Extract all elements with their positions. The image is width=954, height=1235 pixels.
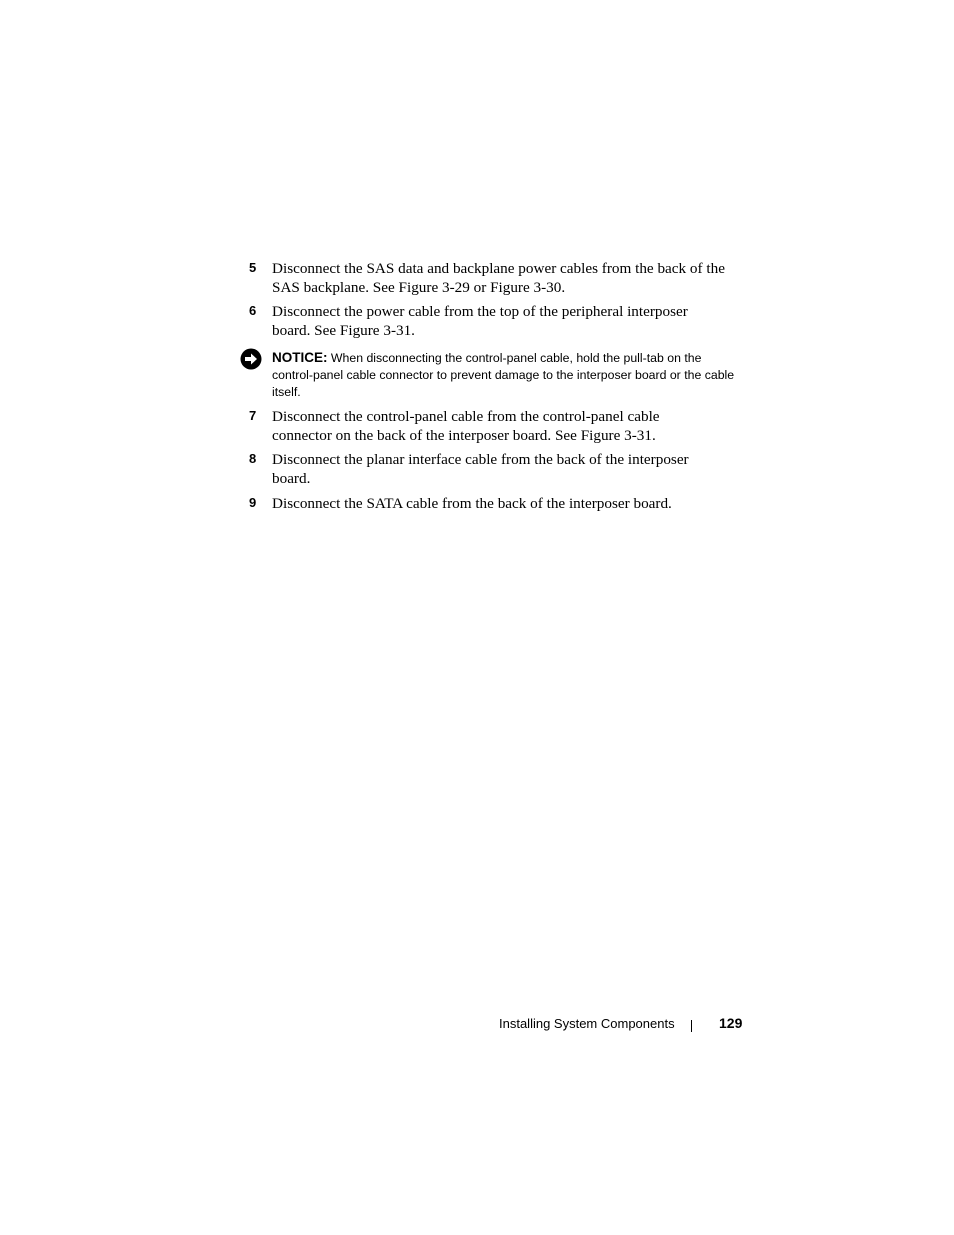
step-text: Disconnect the control-panel cable from the control-panel cable connector on the back of the interposer board. See Figure 3-31. [272, 408, 660, 444]
page-number: 129 [719, 1015, 743, 1031]
step-text: Disconnect the planar interface cable from the back of the interposer board. [272, 451, 689, 487]
step-number: 9 [249, 495, 257, 510]
step-number: 6 [249, 303, 257, 318]
notice-callout [240, 348, 740, 404]
step-text: Disconnect the SAS data and backplane power cables from the back of the SAS backplane. See Figure 3-29 or Figure 3-30. [272, 260, 725, 296]
notice-arrow-icon [240, 348, 262, 370]
notice-label: NOTICE: [272, 350, 328, 365]
step-text: Disconnect the power cable from the top of the peripheral interposer board. See Figure 3-31. [272, 303, 688, 339]
step-text: Disconnect the SATA cable from the back of the interposer board. [272, 495, 672, 512]
step-number: 7 [249, 408, 257, 423]
step-number: 8 [249, 451, 257, 466]
notice-text [272, 349, 742, 401]
footer-separator [691, 1020, 692, 1032]
footer-section-title: Installing System Components [499, 1016, 675, 1031]
step-number: 5 [249, 260, 257, 275]
notice-body: When disconnecting the control-panel cable, hold the pull-tab on the control-panel cable connector to prevent damage to the interposer board or the cable itself. [272, 351, 735, 399]
